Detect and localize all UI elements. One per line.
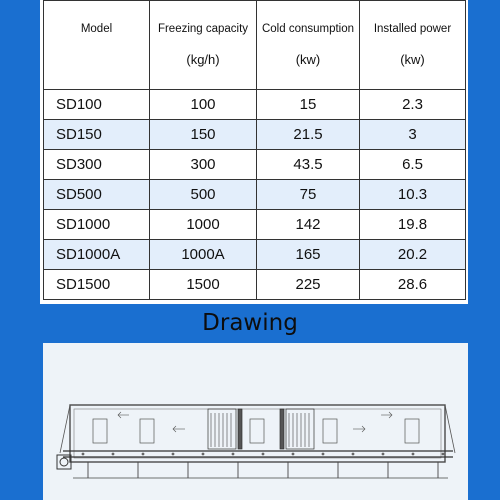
- drawing-panel: [43, 343, 468, 500]
- spec-table: [43, 0, 466, 300]
- cell-installed-power: 3: [360, 120, 466, 150]
- cell-installed-power: 28.6: [360, 270, 466, 300]
- table-row: [44, 90, 466, 120]
- cell-freezing-capacity: 300: [150, 150, 257, 180]
- header-freezing-capacity-label: Freezing capacity: [157, 23, 249, 35]
- spec-table-panel: [40, 0, 468, 304]
- header-model: [44, 1, 150, 90]
- cell-installed-power: 2.3: [360, 90, 466, 120]
- table-row: [44, 210, 466, 240]
- table-row: [44, 270, 466, 300]
- cell-model: SD1000A: [44, 240, 150, 270]
- header-cold-consumption: [257, 1, 360, 90]
- cell-model: SD1500: [44, 270, 150, 300]
- table-row: [44, 120, 466, 150]
- cell-cold-consumption: 165: [257, 240, 360, 270]
- cell-cold-consumption: 225: [257, 270, 360, 300]
- cell-cold-consumption: 75: [257, 180, 360, 210]
- cell-model: SD500: [44, 180, 150, 210]
- header-model-label: Model: [80, 23, 113, 35]
- header-cold-consumption-unit: (kw): [295, 52, 321, 67]
- cell-model: SD1000: [44, 210, 150, 240]
- cell-installed-power: 19.8: [360, 210, 466, 240]
- table-row: [44, 240, 466, 270]
- cell-model: SD300: [44, 150, 150, 180]
- cell-freezing-capacity: 150: [150, 120, 257, 150]
- header-installed-power-unit: (kw): [400, 52, 425, 67]
- cell-freezing-capacity: 1000: [150, 210, 257, 240]
- drawing-title: Drawing: [202, 310, 298, 336]
- table-row: [44, 180, 466, 210]
- cell-installed-power: 20.2: [360, 240, 466, 270]
- cell-installed-power: 10.3: [360, 180, 466, 210]
- table-row: [44, 150, 466, 180]
- tunnel-freezer-drawing: [43, 343, 468, 500]
- cell-freezing-capacity: 500: [150, 180, 257, 210]
- cell-model: SD100: [44, 90, 150, 120]
- header-installed-power: [360, 1, 466, 90]
- header-installed-power-label: Installed power: [373, 23, 452, 35]
- cell-freezing-capacity: 1000A: [150, 240, 257, 270]
- cell-freezing-capacity: 100: [150, 90, 257, 120]
- cell-cold-consumption: 142: [257, 210, 360, 240]
- cell-installed-power: 6.5: [360, 150, 466, 180]
- table-header-row: [44, 1, 466, 90]
- header-cold-consumption-label: Cold consumption: [261, 23, 355, 35]
- header-freezing-capacity-unit: (kg/h): [186, 52, 220, 67]
- cell-model: SD150: [44, 120, 150, 150]
- header-freezing-capacity: [150, 1, 257, 90]
- cell-cold-consumption: 15: [257, 90, 360, 120]
- cell-cold-consumption: 21.5: [257, 120, 360, 150]
- cell-cold-consumption: 43.5: [257, 150, 360, 180]
- cell-freezing-capacity: 1500: [150, 270, 257, 300]
